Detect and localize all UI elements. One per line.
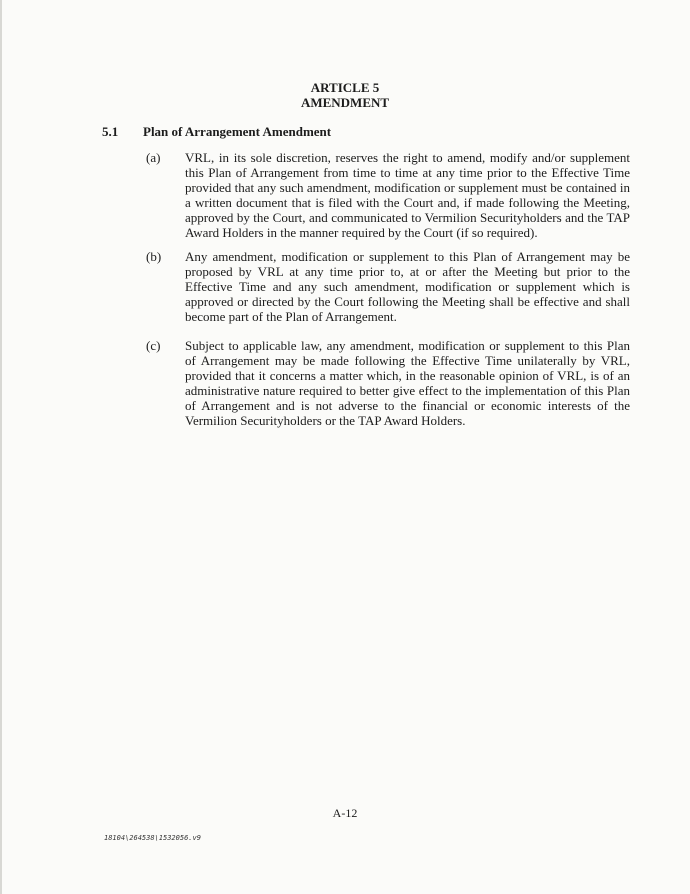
clause-label: (c) [146, 338, 161, 353]
clause-text: Any amendment, modification or supplement to this Plan of Arrangement may be proposed by VRL at any time prior to, at or after the Meeting but prior to the Effective Time and any such amendment, modification or supplement which is approved or directed by the Court following the Meeting shall be effective and shall become part of the Plan of Arrangement. [185, 249, 630, 324]
clause-text: VRL, in its sole discretion, reserves the right to amend, modify and/or supplement this Plan of Arrangement from time to time at any time prior to the Effective Time provided that any such amendment, modification or supplement must be contained in a written document that is filed with the Court and, if made following the Meeting, approved by the Court, and communicated to Vermilion Securityholders and the TAP Award Holders in the manner required by the Court (if so required). [185, 150, 630, 240]
clause-label: (a) [146, 150, 161, 165]
article-heading [0, 80, 690, 110]
article-subtitle: AMENDMENT [300, 95, 390, 110]
section-number: 5.1 [102, 124, 119, 139]
page-number: A-12 [332, 806, 358, 820]
page-edge [0, 0, 2, 894]
section-title: Plan of Arrangement Amendment [143, 124, 332, 139]
clause-text: Subject to applicable law, any amendment, modification or supplement to this Plan of Arrangement may be made following the Effective Time unilaterally by VRL, provided that it concerns a matter which, in the reasonable opinion of VRL, is of an administrative nature required to better give effect to the implementation of this Plan of Arrangement and is not adverse to the financial or economic interests of the Vermilion Securityholders or the TAP Award Holders. [185, 338, 630, 428]
clause-label: (b) [146, 249, 162, 264]
document-code: 18104\264538\1532056.v9 [104, 834, 201, 842]
article-title: ARTICLE 5 [310, 80, 380, 95]
